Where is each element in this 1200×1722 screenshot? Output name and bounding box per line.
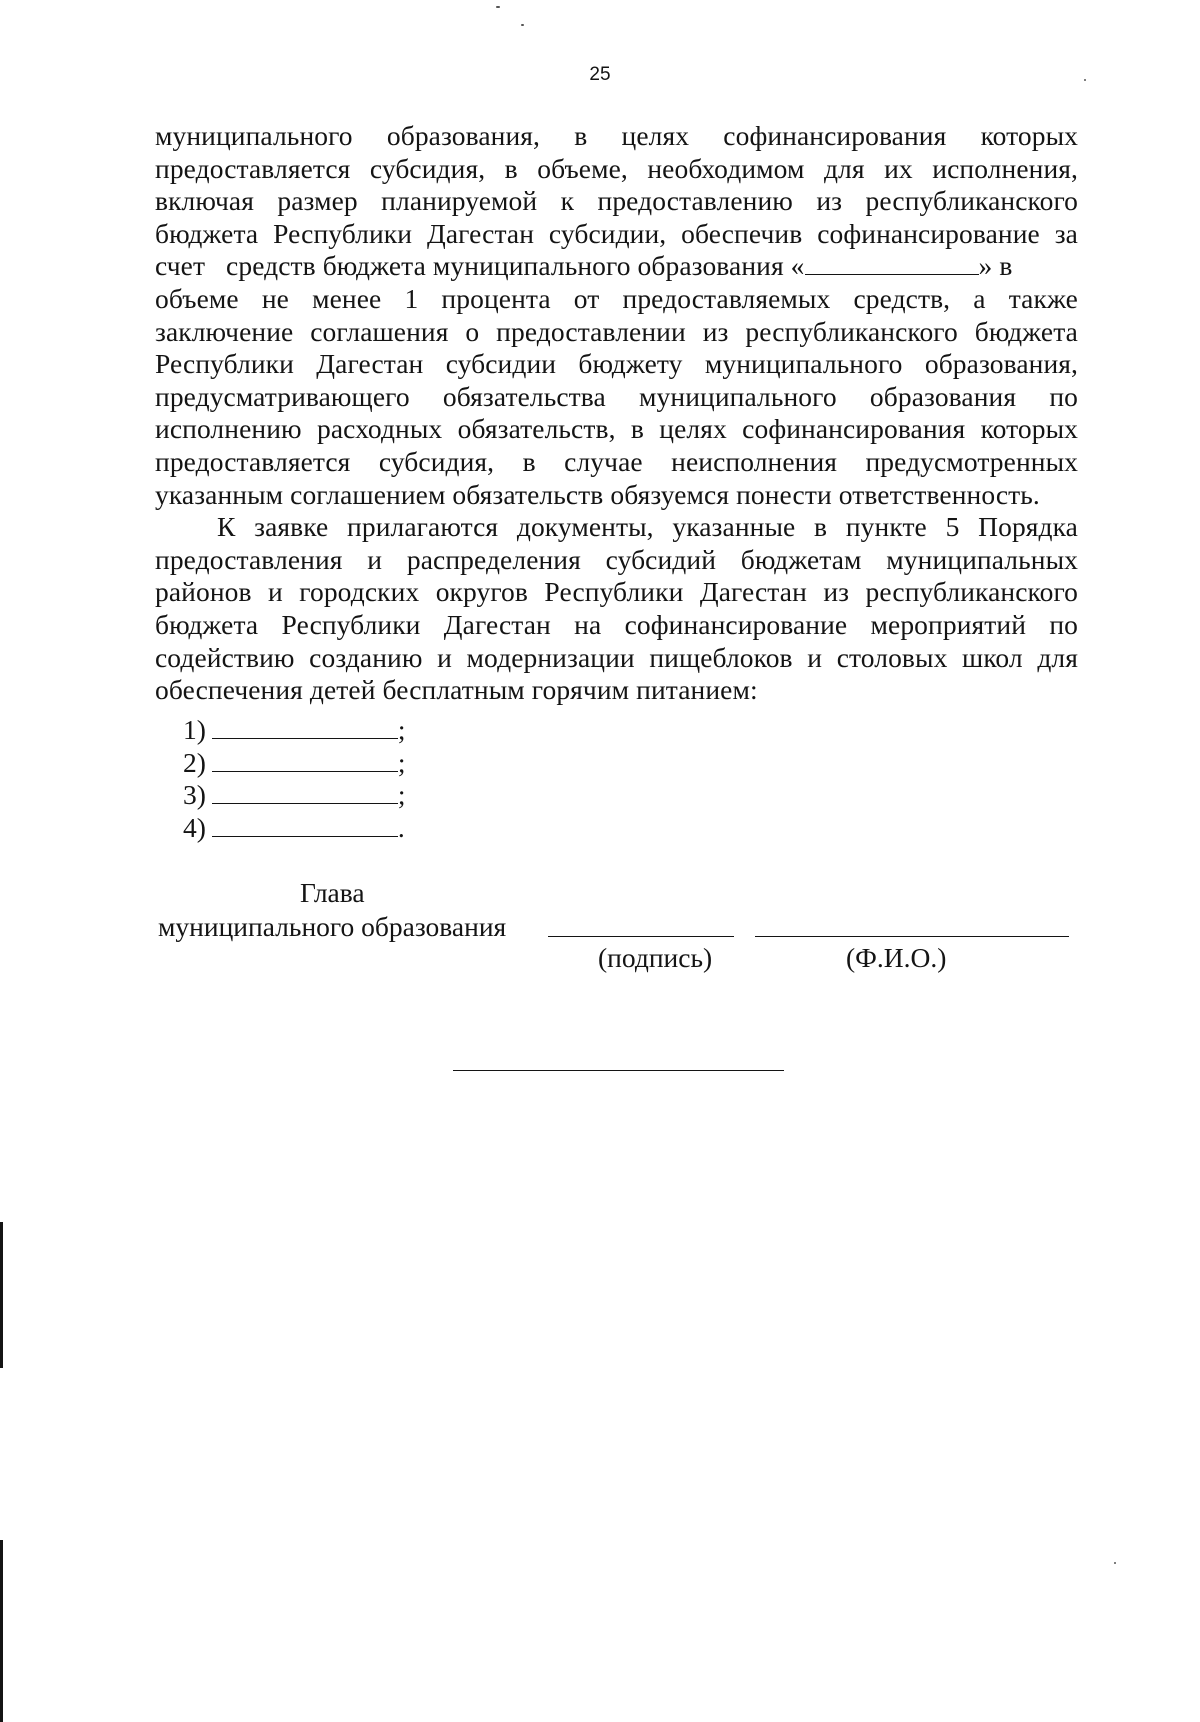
text-line: исполнению расходных обязательств, в целях софинансирования которых [155,413,1078,445]
full-name-line[interactable] [755,936,1069,937]
text-line: К заявке прилагаются документы, указанные в пункте 5 Порядка [217,511,1078,543]
text-line: указанным соглашением обязательств обязуемся понести ответственность. [155,478,1040,510]
head-organization: муниципального образования [158,911,507,942]
text-line: районов и городских округов Республики Дагестан из республиканского [155,576,1078,608]
text-line: бюджета Республики Дагестан субсидии, обеспечив софинансирование за [155,217,1078,249]
closing-divider [453,1070,784,1071]
signature-caption: (подпись) [598,942,713,973]
list-number: 4) [183,811,206,843]
scan-speck [1114,1562,1116,1564]
list-number: 2) [183,746,206,778]
text-line: предоставляется субсидия, в объеме, необходимом для их исполнения, [155,152,1078,184]
text-line: предоставляется субсидия, в случае неисполнения предусмотренных [155,445,1078,477]
text-fragment: » в [978,250,1013,282]
scan-speck [496,6,500,8]
list-number: 1) [183,714,206,745]
text-line: предусматривающего обязательства муниципального образования по [155,380,1078,412]
scan-speck [1084,79,1086,81]
page-number: 25 [589,64,611,85]
text-line: бюджета Республики Дагестан на софинансирование мероприятий по [155,608,1078,640]
head-title: Глава [300,877,365,908]
text-line: содействию созданию и модернизации пищеблоков и столовых школ для [155,641,1078,673]
signature-line[interactable] [548,936,734,937]
list-end: ; [397,746,406,778]
full-name-caption: (Ф.И.О.) [846,942,947,973]
text-line: Республики Дагестан субсидии бюджету муниципального образования, [155,348,1078,380]
list-number: 3) [183,779,206,811]
scan-edge-mark [0,1540,3,1722]
list-end: . [397,811,405,843]
text-fragment: счет средств бюджета муниципального образования « [155,250,805,282]
scan-speck [521,24,524,26]
text-line: муниципального образования, в целях софинансирования которых [155,120,1078,151]
text-line: объеме не менее 1 процента от предоставляемых средств, а также [155,282,1078,314]
list-end: ; [397,779,406,811]
text-line: включая размер планируемой к предоставлению из республиканского [155,185,1078,217]
list-end: ; [397,714,406,745]
text-line: заключение соглашения о предоставлении из республиканского бюджета [155,315,1078,347]
text-line: предоставления и распределения субсидий бюджетам муниципальных [155,543,1078,575]
text-line: обеспечения детей бесплатным горячим питанием: [155,674,758,706]
scan-edge-mark [0,1222,3,1368]
